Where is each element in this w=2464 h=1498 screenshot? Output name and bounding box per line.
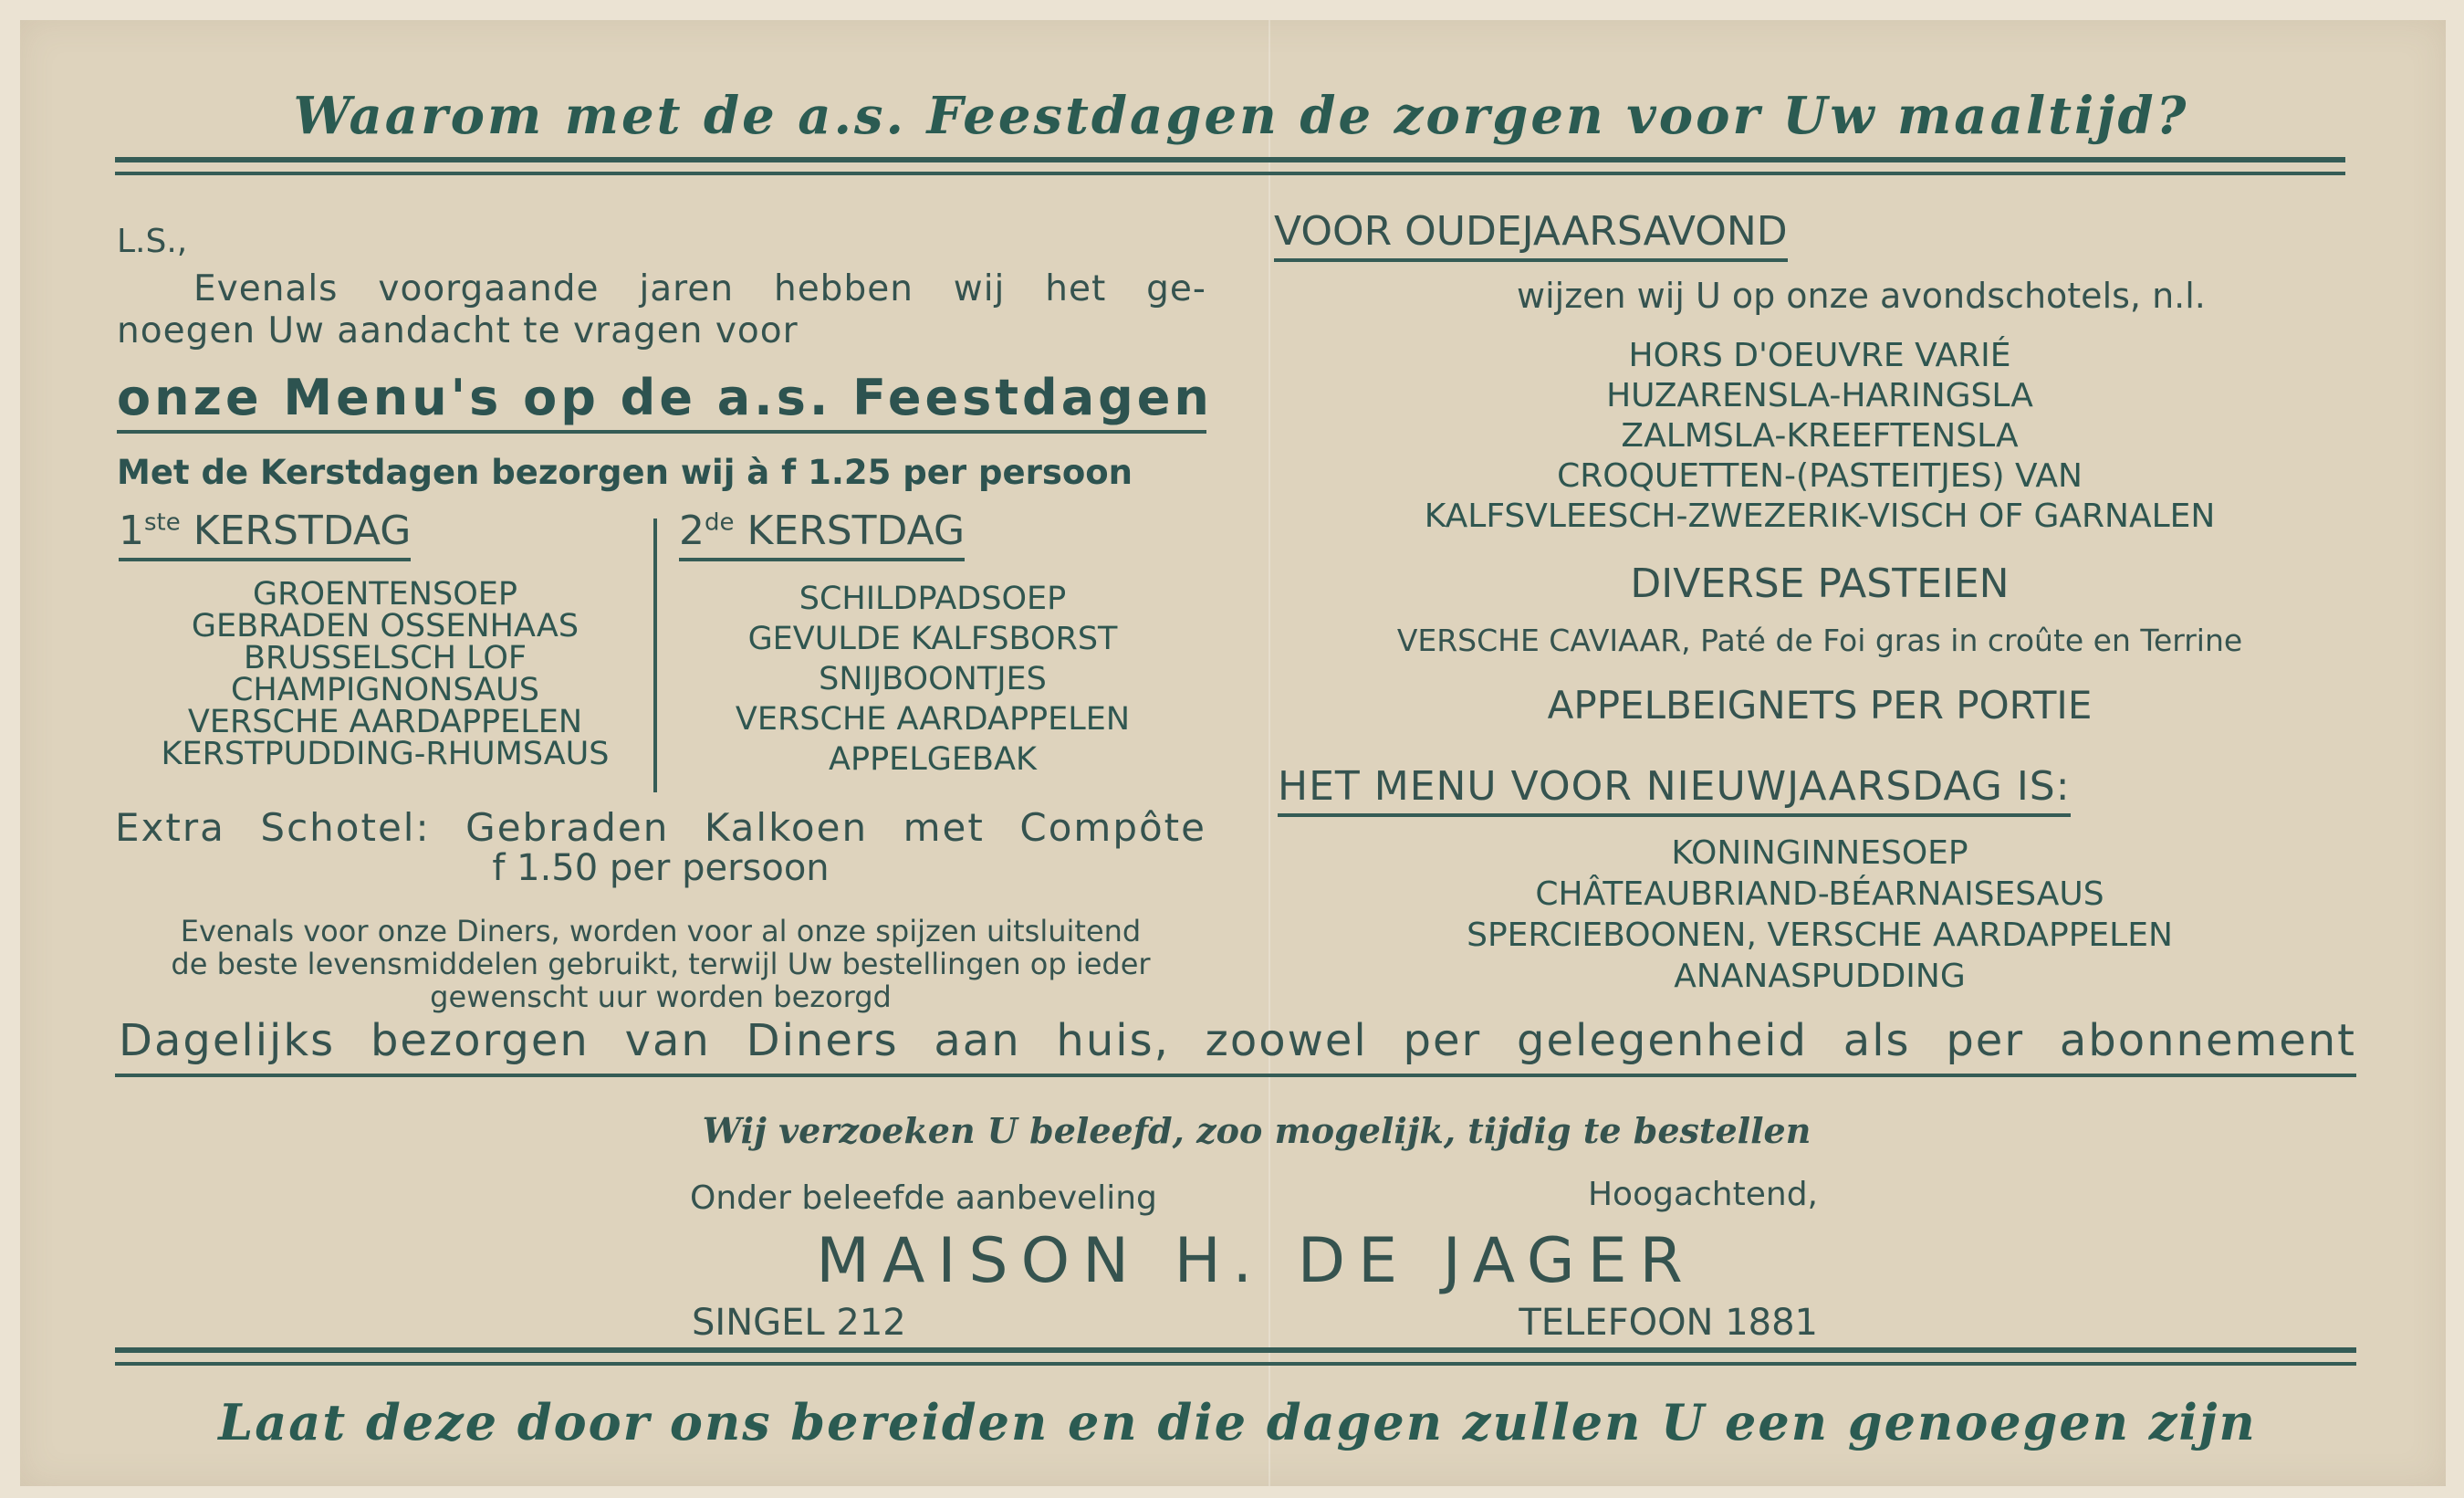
menu-item: CHAMPIGNONSAUS [230,672,539,708]
bottom-rule-2 [115,1362,2356,1366]
salutation: L.S., [117,223,188,260]
menu-item: VERSCHE AARDAPPELEN [187,704,583,740]
menu-item: VERSCHE AARDAPPELEN [735,701,1131,738]
menu-item: BRUSSELSCH LOF [243,640,527,676]
menus-heading: onze Menu's op de a.s. Feestdagen [117,369,1206,434]
menu-item: SNIJBOONTJES [819,661,1047,697]
menu-item: ANANASPUDDING [1674,958,1966,995]
intro-line-1: Evenals voorgaande jaren hebben wij het ge- [193,268,1206,309]
top-rule-1 [115,157,2345,162]
phone: TELEFOON 1881 [1519,1302,1818,1344]
day2-ordinal: 2 [679,508,705,554]
day1-ordinal: 1 [119,508,144,554]
menu-item: SCHILDPADSOEP [799,581,1067,617]
kerstdag-divider [653,519,657,792]
caviaar: VERSCHE CAVIAAR, Paté de Foi gras in croûte en Terrine [1396,623,2243,658]
day1-menu [119,576,652,772]
menu-item: ZALMSLA-KREEFTENSLA [1621,417,2019,455]
menu-item: KONINGINNESOEP [1671,834,1968,872]
extra-dish-price: f 1.50 per persoon [492,847,830,889]
oudejaar-menu [1274,336,2365,537]
intro-line-2: noegen Uw aandacht te vragen voor [117,310,799,351]
pasteien: DIVERSE PASTEIEN [1630,560,2010,607]
document-sheet [20,20,2446,1486]
menu-item: CHÂTEAUBRIAND-BÉARNAISESAUS [1535,875,2104,913]
appelbeignets: APPELBEIGNETS PER PORTIE [1547,683,2093,728]
note-line: de beste levensmiddelen gebruikt, terwijl Uw bestellingen op ieder [171,947,1151,981]
day1-ordinal-suffix: ste [144,508,181,537]
daily-rule [115,1074,2356,1077]
menu-item: KALFSVLEESCH-ZWEZERIK-VISCH OF GARNALEN [1424,498,2216,535]
menu-item: GROENTENSOEP [253,576,517,613]
menu-item: GEVULDE KALFSBORST [747,621,1118,657]
recommendation: Onder beleefde aanbeveling [690,1179,1157,1217]
note-line: Evenals voor onze Diners, worden voor al onze spijzen uitsluitend [180,914,1142,948]
oudejaar-heading: VOOR OUDEJAARSAVOND [1274,208,1788,262]
extra-dish: Extra Schotel: Gebraden Kalkoen met Compôte [115,805,1206,850]
nieuwjaar-menu [1274,833,2365,997]
daily-delivery: Dagelijks bezorgen van Diners aan huis, zoowel per gelegenheid als per abonnement [119,1015,2356,1066]
top-rule-2 [115,172,2345,175]
menu-item: HUZARENSLA-HARINGSLA [1606,377,2033,414]
day2-title: KERSTDAG [747,508,966,554]
menu-item: APPELGEBAK [829,741,1037,778]
company-name: MAISON H. DE JAGER [816,1225,1696,1297]
menu-item: HORS D'OEUVRE VARIÉ [1628,337,2011,374]
note-line: gewenscht uur worden bezorgd [430,979,892,1014]
request-line: Wij verzoeken U beleefd, zoo mogelijk, tijdig te bestellen [702,1110,1811,1151]
menu-item: SPERCIEBOONEN, VERSCHE AARDAPPELEN [1467,917,2173,954]
regards: Hoogachtend, [1587,1176,1818,1213]
price-line: Met de Kerstdagen bezorgen wij à f 1.25 per persoon [117,453,1133,492]
nieuwjaar-heading: HET MENU VOOR NIEUWJAARSDAG IS: [1278,763,2071,817]
bottom-headline: Laat deze door ons bereiden en die dagen zullen U een genoegen zijn [218,1393,2257,1451]
menu-item: GEBRADEN OSSENHAAS [191,608,579,644]
day2-heading [679,508,965,561]
address: SINGEL 212 [692,1302,906,1344]
quality-note [115,915,1206,1013]
top-headline: Waarom met de a.s. Feestdagen de zorgen voor Uw maaltijd? [293,86,2189,146]
day2-menu [677,579,1188,780]
day1-heading [119,508,411,561]
oudejaar-intro: wijzen wij U op onze avondschotels, n.l. [1517,276,2206,316]
day1-title: KERSTDAG [193,508,412,554]
day2-ordinal-suffix: de [705,508,735,537]
menu-item: KERSTPUDDING-RHUMSAUS [161,736,610,772]
bottom-rule-1 [115,1347,2356,1353]
menu-item: CROQUETTEN-(PASTEITJES) VAN [1557,457,2083,495]
